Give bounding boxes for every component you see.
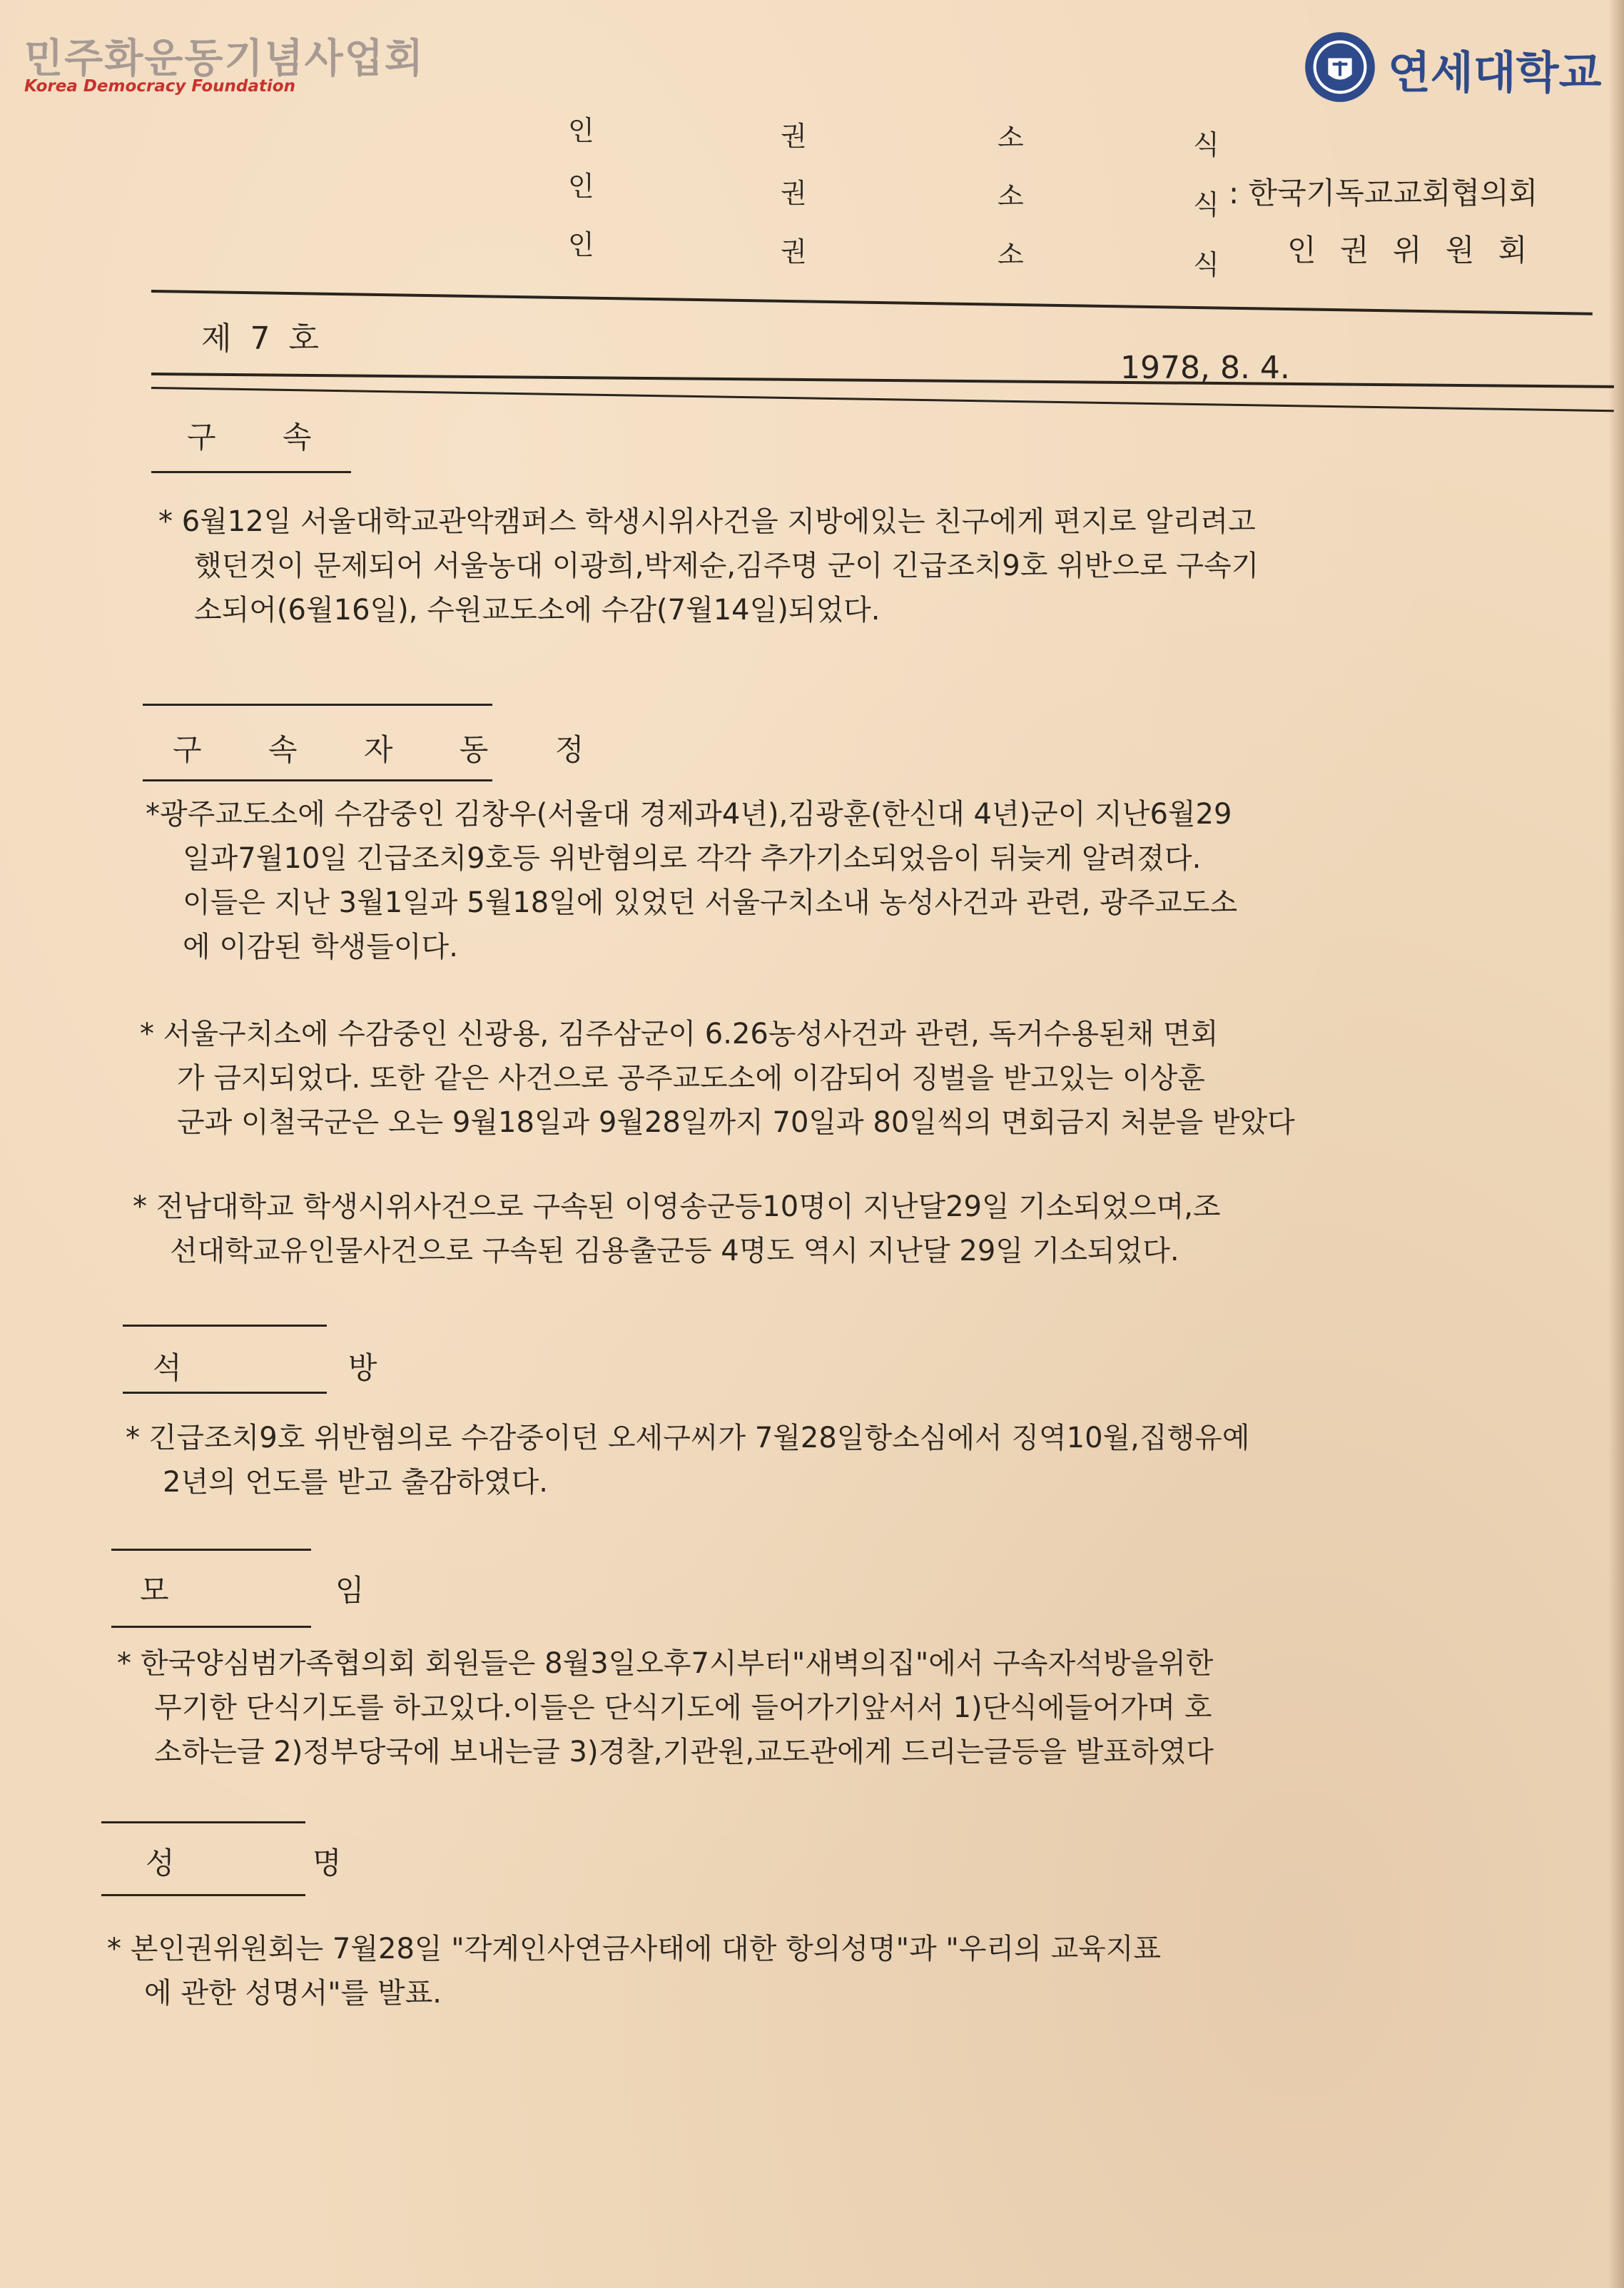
section-underline xyxy=(111,1626,311,1628)
header-char: 인 xyxy=(568,171,594,202)
section-overline xyxy=(101,1821,305,1823)
header-char: 식 xyxy=(1193,129,1219,161)
section-heading-arrest: 구 속 xyxy=(187,420,340,455)
publisher-committee: 인 권 위 원 회 xyxy=(1287,233,1535,268)
section-overline xyxy=(123,1325,327,1327)
section-underline xyxy=(151,471,351,473)
paragraph-release xyxy=(126,1416,1249,1504)
header-char: 권 xyxy=(781,236,807,268)
paragraph-meeting xyxy=(117,1641,1214,1774)
yonsei-watermark-text: 연세대학교 xyxy=(1388,46,1602,98)
paragraph-detainee-3 xyxy=(133,1185,1221,1273)
text-line: 했던것이 문제되어 서울농대 이광희,박제순,김주명 군이 긴급조치9호 위반으로 구속기 xyxy=(194,550,1259,582)
text-line: * 한국양심범가족협의회 회원들은 8월3일오후7시부터"새벽의집"에서 구속자석방을위한 xyxy=(117,1647,1214,1680)
text-line: 이들은 지난 3월1일과 5월18일에 있었던 서울구치소내 농성사건과 관련, 광주교도소 xyxy=(183,886,1238,919)
section-heading-statement: 성 명 xyxy=(146,1846,406,1880)
header-char: 인 xyxy=(568,229,594,260)
text-line: 에 관한 성명서"를 발표. xyxy=(144,1977,442,2010)
text-line: * 본인권위원회는 7월28일 "각계인사연금사태에 대한 항의성명"과 "우리의 교육지표 xyxy=(107,1933,1162,1965)
section-underline xyxy=(101,1894,305,1896)
section-overline xyxy=(143,704,492,706)
header-char: 식 xyxy=(1193,189,1219,221)
paragraph-statement xyxy=(107,1927,1161,2015)
text-line: 에 이감된 학생들이다. xyxy=(183,931,458,963)
kdf-watermark-korean: 민주화운동기념사업회 xyxy=(24,36,425,82)
header-char: 소 xyxy=(998,181,1024,212)
kdf-watermark-english: Korea Democracy Foundation xyxy=(24,77,295,96)
section-heading-detainee-news: 구 속 자 동 정 xyxy=(173,732,613,767)
text-line: 2년의 언도를 받고 출감하였다. xyxy=(163,1466,548,1499)
paragraph-detainee-2 xyxy=(140,1012,1295,1145)
text-line: * 전남대학교 학생시위사건으로 구속된 이영송군등10명이 지난달29일 기소되었으며,조 xyxy=(133,1190,1221,1223)
section-heading-meeting: 모 임 xyxy=(140,1573,443,1608)
text-line: 무기한 단식기도를 하고있다.이들은 단식기도에 들어가기앞서서 1)단식에들어가며 호 xyxy=(154,1691,1212,1724)
publisher-name: : 한국기독교교회협의회 xyxy=(1229,176,1538,211)
header-char: 소 xyxy=(998,239,1024,270)
header-char: 권 xyxy=(781,121,807,152)
text-line: 일과7월10일 긴급조치9호등 위반혐의로 각각 추가기소되었음이 뒤늦게 알려졌다. xyxy=(183,842,1202,875)
text-line: * 6월12일 서울대학교관악캠퍼스 학생시위사건을 지방에있는 친구에게 편지로 알리려고 xyxy=(158,505,1256,538)
text-line: *광주교도소에 수감중인 김창우(서울대 경제과4년),김광훈(한신대 4년)군이 지난6월29 xyxy=(146,798,1232,831)
section-underline xyxy=(143,779,492,781)
header-char: 인 xyxy=(568,115,594,146)
text-line: 소되어(6월16일), 수원교도소에 수감(7월14일)되었다. xyxy=(194,594,880,627)
issue-date: 1978, 8. 4. xyxy=(1120,350,1290,386)
issue-number: 제 7 호 xyxy=(201,320,323,357)
text-line: 소하는글 2)정부당국에 보내는글 3)경찰,기관원,교도관에게 드리는글등을 발표하였다 xyxy=(154,1736,1214,1768)
text-line: 군과 이철국군은 오는 9월18일과 9월28일까지 70일과 80일씩의 면회금지 처분을 받았다 xyxy=(177,1106,1295,1139)
text-line: * 긴급조치9호 위반혐의로 수감중이던 오세구씨가 7월28일항소심에서 징역10월,집행유예 xyxy=(126,1422,1250,1454)
text-line: 가 금지되었다. 또한 같은 사건으로 공주교도소에 이감되어 징벌을 받고있는 이상훈 xyxy=(177,1062,1205,1095)
paper-edge-shadow xyxy=(1608,0,1624,2288)
section-heading-release: 석 방 xyxy=(153,1350,456,1385)
yonsei-seal-icon xyxy=(1303,30,1377,104)
header-char: 소 xyxy=(998,122,1024,153)
section-overline xyxy=(111,1549,311,1551)
paragraph-detainee-1 xyxy=(146,792,1237,969)
section-underline xyxy=(123,1392,327,1394)
paragraph-arrest xyxy=(158,500,1259,632)
text-line: 선대학교유인물사건으로 구속된 김용출군등 4명도 역시 지난달 29일 기소되었다. xyxy=(170,1235,1179,1267)
text-line: * 서울구치소에 수감중인 신광용, 김주삼군이 6.26농성사건과 관련, 독거수용된채 면회 xyxy=(140,1018,1219,1051)
header-char: 권 xyxy=(781,178,807,209)
header-char: 식 xyxy=(1193,249,1219,280)
